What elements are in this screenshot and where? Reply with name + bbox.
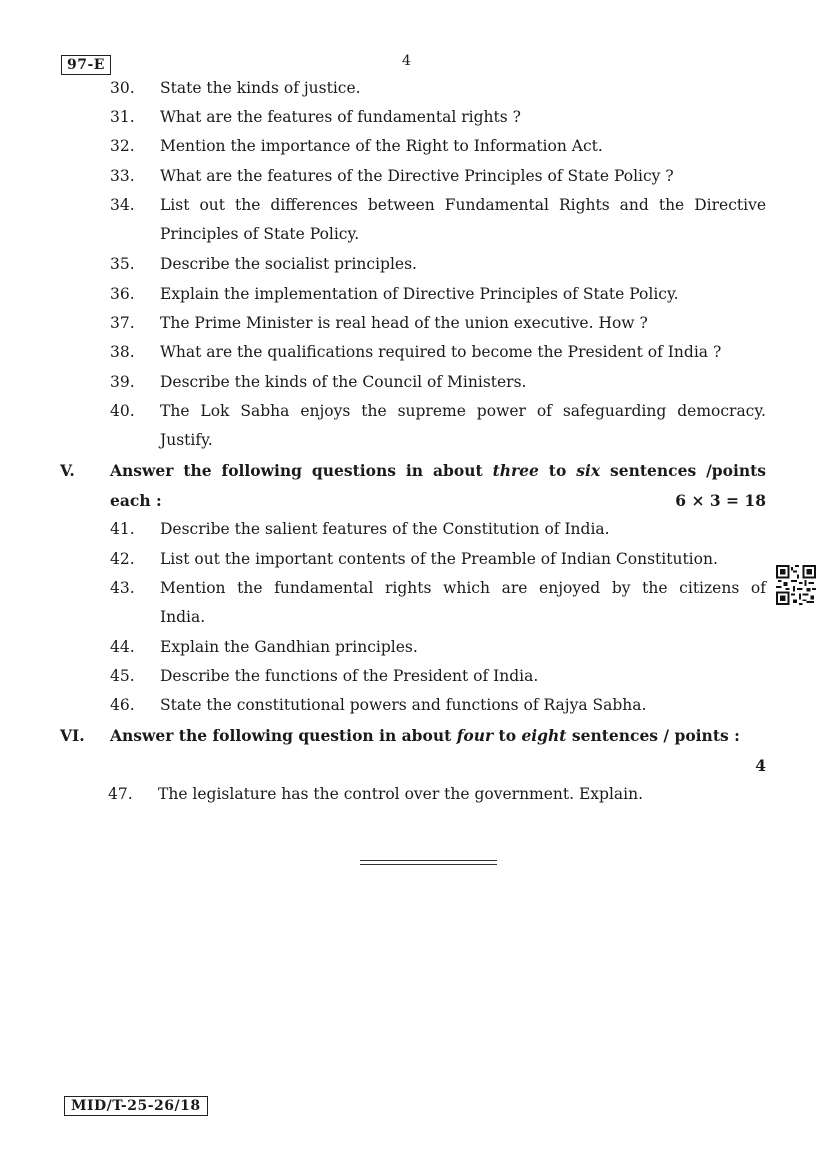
question-text-line2: Principles of State Policy. (160, 225, 360, 244)
question-text: What are the qualifications required to become the President of India ? (160, 343, 722, 361)
question-item (110, 691, 766, 720)
question-number: 38. (110, 343, 135, 361)
question-text: Describe the kinds of the Council of Ministers. (160, 373, 527, 391)
section-marks: 4 (755, 756, 766, 775)
question-item (110, 74, 766, 103)
question-text: What are the features of the Directive Principles of State Policy ? (160, 167, 674, 185)
question-text: Describe the salient features of the Constitution of India. (160, 520, 610, 538)
question-text: Mention the importance of the Right to Information Act. (160, 137, 603, 155)
section-instruction-line1 (110, 456, 766, 486)
question-item (110, 338, 766, 367)
instruction-text: each : (110, 491, 162, 510)
instruction-text: sentences /points (600, 461, 766, 480)
question-item (110, 574, 766, 633)
question-number: 46. (110, 696, 135, 714)
question-text: What are the features of fundamental rights ? (160, 108, 521, 126)
question-item (110, 280, 766, 309)
question-text-line2: India. (160, 608, 206, 627)
instruction-text: to (493, 726, 522, 745)
question-text: Explain the Gandhian principles. (160, 638, 418, 656)
question-text-line1: Mention the fundamental rights which are enjoyed by the citizens of (160, 579, 766, 597)
question-number: 37. (110, 314, 135, 332)
end-of-paper-rule (360, 860, 497, 865)
question-item (110, 162, 766, 191)
question-text-line1: List out the differences between Fundamental Rights and the Directive (160, 196, 766, 214)
footer-code: MID/T-25-26/18 (64, 1096, 208, 1116)
question-item (108, 780, 764, 809)
question-item (110, 250, 766, 279)
question-item (110, 368, 766, 397)
question-number: 42. (110, 550, 135, 568)
question-number: 30. (110, 79, 135, 97)
question-number: 39. (110, 373, 135, 391)
section-marks: 6 × 3 = 18 (675, 491, 766, 510)
question-text: State the constitutional powers and functions of Rajya Sabha. (160, 696, 647, 714)
question-text: The Prime Minister is real head of the union executive. How ? (160, 314, 648, 332)
section-numeral: V. (60, 461, 75, 480)
question-number: 45. (110, 667, 135, 685)
instruction-emphasis: three (492, 461, 539, 480)
question-text: List out the important contents of the Preamble of Indian Constitution. (160, 550, 718, 568)
section-instruction (110, 721, 766, 751)
section-instruction-line2 (110, 486, 766, 516)
question-item (110, 545, 766, 574)
question-number: 32. (110, 137, 135, 155)
qr-code-icon (776, 565, 816, 605)
instruction-text: to (538, 461, 577, 480)
question-item (110, 132, 766, 161)
question-text: Explain the implementation of Directive Principles of State Policy. (160, 285, 679, 303)
question-number: 41. (110, 520, 135, 538)
question-text: Describe the functions of the President of India. (160, 667, 539, 685)
question-item (110, 309, 766, 338)
question-text: State the kinds of justice. (160, 79, 361, 97)
instruction-text: Answer the following questions in about (110, 461, 493, 480)
question-number: 43. (110, 579, 135, 597)
question-text: Describe the socialist principles. (160, 255, 417, 273)
instruction-emphasis: four (456, 726, 494, 745)
question-number: 34. (110, 196, 135, 214)
question-number: 36. (110, 285, 135, 303)
instruction-text: sentences / points : (566, 726, 740, 745)
section-heading-vi (60, 721, 766, 751)
question-number: 47. (108, 785, 133, 803)
section-heading-v (60, 456, 766, 516)
instruction-emphasis: six (576, 461, 601, 480)
question-text-line1: The Lok Sabha enjoys the supreme power of safeguarding democracy. (160, 402, 766, 420)
question-text: The legislature has the control over the government. Explain. (158, 785, 644, 803)
question-item (110, 633, 766, 662)
question-item (110, 191, 766, 250)
section-numeral: VI. (60, 726, 85, 745)
question-item (110, 397, 766, 456)
question-text-line2: Justify. (160, 431, 213, 450)
paper-code: 97-E (61, 55, 111, 75)
question-item (110, 662, 766, 691)
instruction-text: Answer the following question in about (110, 726, 457, 745)
section-instruction (110, 456, 766, 516)
question-item (110, 103, 766, 132)
page-number: 4 (402, 53, 411, 69)
question-item (110, 515, 766, 544)
question-number: 31. (110, 108, 135, 126)
question-number: 33. (110, 167, 135, 185)
question-number: 40. (110, 402, 135, 420)
instruction-emphasis: eight (521, 726, 567, 745)
question-number: 44. (110, 638, 135, 656)
question-number: 35. (110, 255, 135, 273)
